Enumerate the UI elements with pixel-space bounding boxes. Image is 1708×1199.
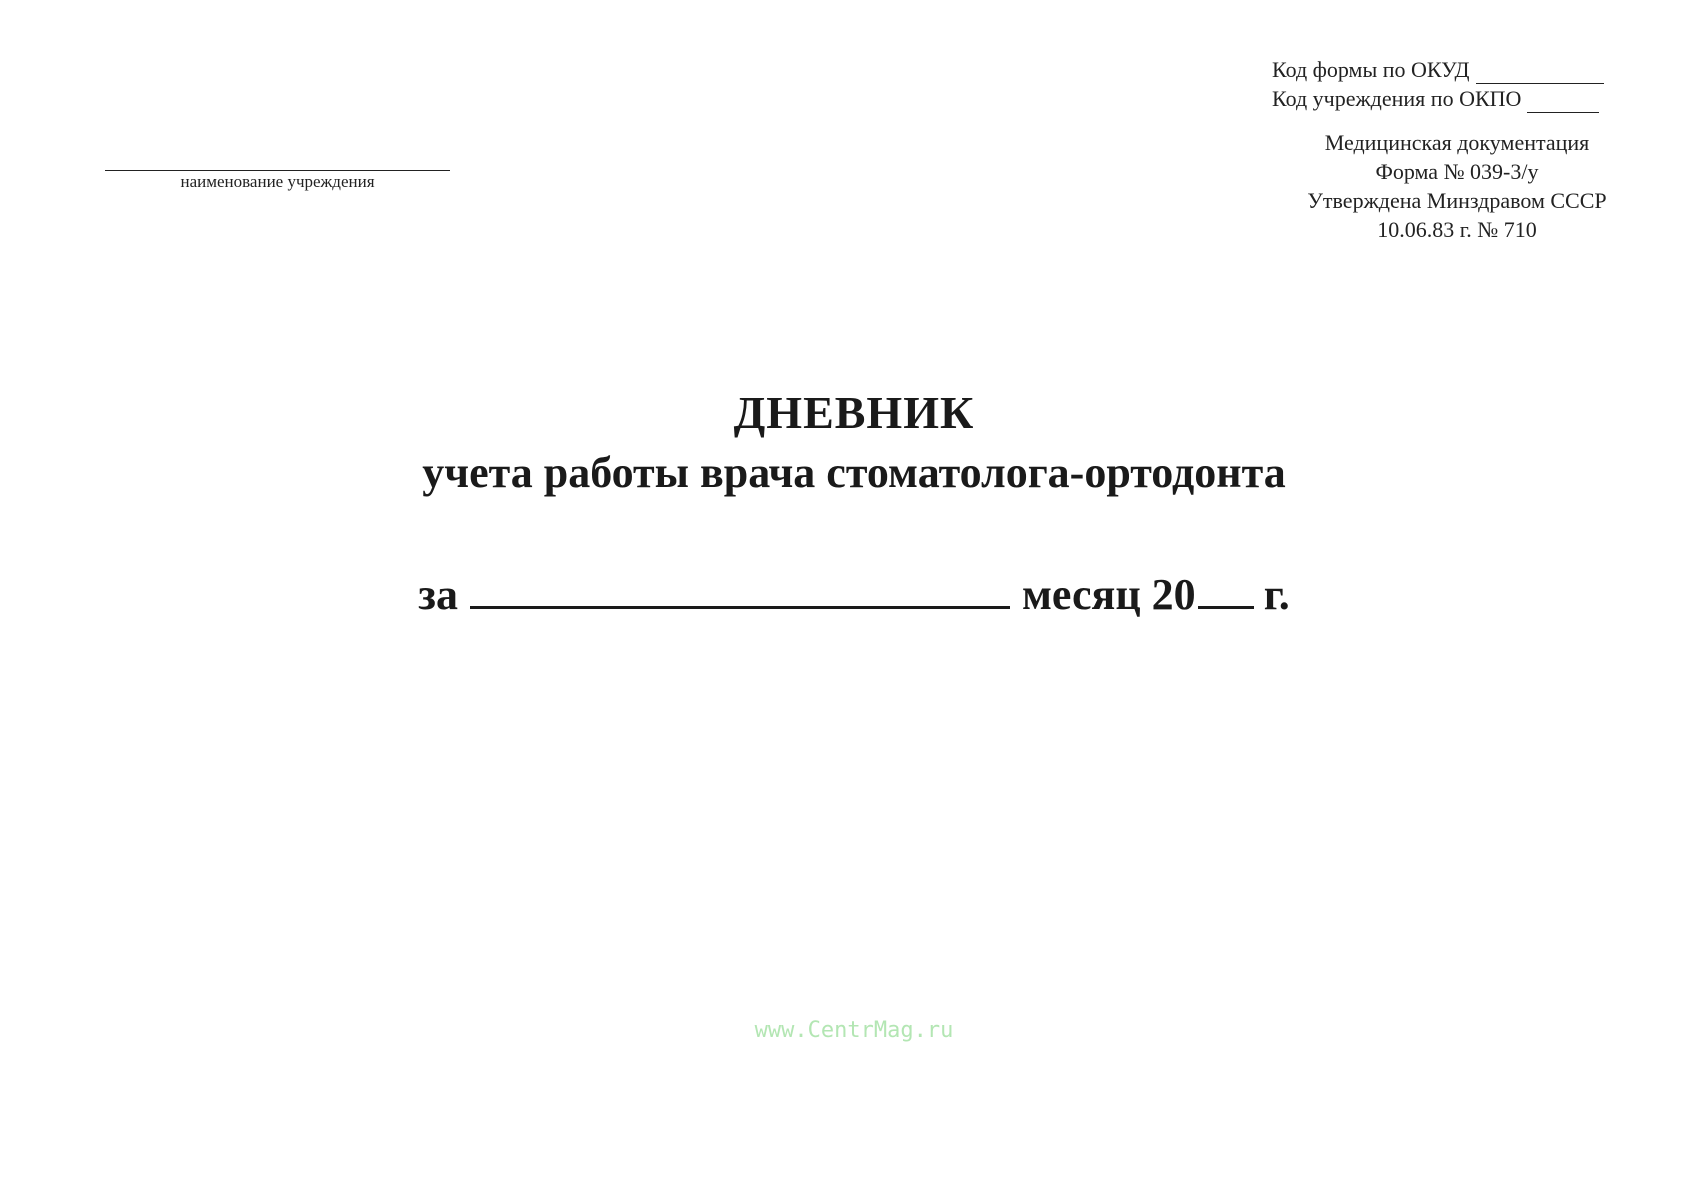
okud-code-row (1272, 55, 1652, 84)
institution-name-field (105, 150, 450, 192)
institution-name-caption: наименование учреждения (180, 172, 375, 191)
watermark: www.CentrMag.ru (754, 1018, 954, 1043)
okud-code-blank (1476, 61, 1604, 84)
form-approval: Утверждена Минздравом СССР (1307, 188, 1607, 213)
form-codes (1272, 55, 1652, 113)
form-approval-info (1262, 128, 1652, 244)
okud-code-label: Код формы по ОКУД (1272, 57, 1470, 82)
institution-name-line (105, 150, 450, 171)
year-blank (1198, 566, 1254, 609)
period-middle: месяц 20 (1021, 570, 1196, 619)
period-prefix: за (418, 570, 458, 619)
month-blank (470, 566, 1010, 609)
title-subtitle: учета работы врача стоматолога-ортодонта (422, 448, 1286, 497)
form-number: Форма № 039-3/у (1375, 159, 1539, 184)
document-title (0, 383, 1708, 503)
okpo-code-row (1272, 84, 1652, 113)
okpo-code-blank (1527, 90, 1599, 113)
period-suffix: г. (1263, 570, 1290, 619)
okpo-code-label: Код учреждения по ОКПО (1272, 86, 1522, 111)
form-doc-type: Медицинская документация (1324, 130, 1590, 155)
title-main: ДНЕВНИК (733, 387, 975, 438)
period-line (0, 565, 1708, 625)
form-approval-date: 10.06.83 г. № 710 (1377, 217, 1537, 242)
